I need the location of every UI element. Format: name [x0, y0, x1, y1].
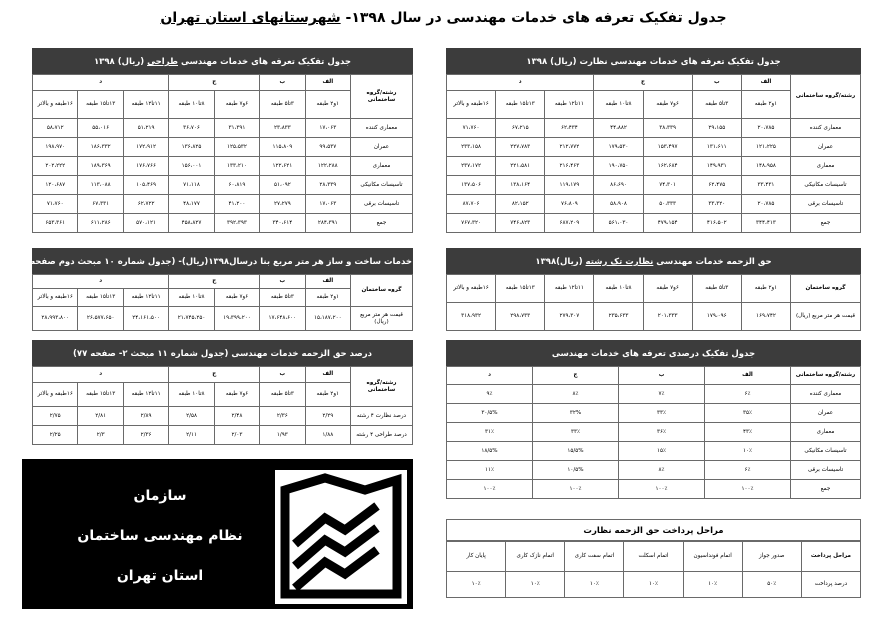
- fee-cell: ۱۱۵،۸۰۹: [260, 138, 305, 157]
- single-title-a: حق الزحمه خدمات مهندسی: [653, 257, 772, 267]
- percent-cell: ۳۳٪: [619, 404, 705, 423]
- payment-cell: ۵۰٪: [742, 572, 801, 598]
- table-row: [447, 214, 861, 233]
- cost-cell: ۲۴،۱۶۱،۵۰۰: [123, 307, 168, 331]
- fee-cell: ۶۵۳،۳۶۱: [33, 214, 78, 233]
- fee-cell: ۱۶۲،۶۸۴: [643, 157, 692, 176]
- table-row: [33, 176, 413, 195]
- floors-header: ۱۳تا۱۵ طبقه: [496, 275, 545, 303]
- fee-cell: ۲۸،۳۳۹: [305, 176, 350, 195]
- floors-header: ۶و۷ طبقه: [643, 91, 692, 119]
- row-label: تاسیسات مکانیکی: [791, 176, 861, 195]
- fee-cell: ۱۱۹،۱۷۹: [545, 176, 594, 195]
- row-label: معماری کننده: [351, 119, 413, 138]
- fee-cell: ۳۱۸،۹۳۲: [447, 303, 496, 331]
- fee-cell: ۶۷،۲۱۵: [496, 119, 545, 138]
- floors-header: ۱۶طبقه و بالاتر: [33, 289, 78, 307]
- fee-cell: ۱۹۸،۹۷۰: [33, 138, 78, 157]
- fee-cell: ۴۷۹،۱۵۴: [643, 214, 692, 233]
- fee-percentage-table: [32, 340, 413, 445]
- fee-cell: ۷۶۷،۳۲۰: [447, 214, 496, 233]
- percent-cell: ۶٪: [705, 461, 791, 480]
- fee-cell: ۲۰۲،۲۲۲: [33, 157, 78, 176]
- fee-cell: ۱۹۰،۷۵۰: [594, 157, 643, 176]
- payment-cell: ۱۰٪: [565, 572, 624, 598]
- single-table-title: [446, 248, 861, 274]
- table-row: [447, 119, 861, 138]
- design-fee-table: [32, 48, 413, 233]
- fee-cell: ۱۲۰،۶۸۷: [33, 176, 78, 195]
- floors-header: ۶و۷ طبقه: [643, 275, 692, 303]
- floors-header: ۱۶طبقه و بالاتر: [33, 91, 78, 119]
- fee-cell: ۲۷۹،۳۰۷: [545, 303, 594, 331]
- floors-header: ۱۱تا۱۲ طبقه: [123, 383, 168, 407]
- percent-cell: ۳۱٪: [447, 423, 533, 442]
- floors-header: ۱۶طبقه و بالاتر: [33, 383, 78, 407]
- row-label: معماری: [791, 157, 861, 176]
- fee-cell: ۴۱،۲۰۰: [214, 195, 259, 214]
- percent-cell: ۲/۸۱: [78, 407, 123, 426]
- fee-cell: ۱۷۲،۹۱۲: [123, 138, 168, 157]
- fee-cell: ۱۶۹،۷۴۲: [741, 303, 790, 331]
- fee-cell: ۱۸۶،۳۳۲: [78, 138, 123, 157]
- floors-header: ۱۶طبقه و بالاتر: [447, 91, 496, 119]
- fee-cell: ۶۸۷،۲۰۹: [545, 214, 594, 233]
- design-title-a: جدول تفکیک تعرفه های خدمات مهندسی: [178, 57, 352, 67]
- fee-cell: ۵۸،۹۰۸: [594, 195, 643, 214]
- cost-cell: ۱۹،۳۹۹،۲۰۰: [214, 307, 259, 331]
- fee-cell: ۱۵۶،۰۰۱: [169, 157, 214, 176]
- row-label: جمع: [351, 214, 413, 233]
- split-table-title: جدول تفکیک درصدی تعرفه های خدمات مهندسی: [446, 340, 861, 366]
- payment-grid: [446, 541, 861, 598]
- floors-header: ۱۱تا۱۲ طبقه: [545, 275, 594, 303]
- fee-cell: ۱۷،۰۶۳: [305, 195, 350, 214]
- payment-header: مراحل پرداخت: [801, 542, 860, 572]
- row-label: عمران: [791, 404, 861, 423]
- construction-table-title: خدمات ساخت و ساز هر متر مربع بنا درسال۱۳۹۸(ریال)- (جدول شماره ۱۰ مبحث دوم صفحه ۷۵): [32, 248, 413, 274]
- percent-cell: ۳۳٪: [533, 423, 619, 442]
- fee-cell: ۲۹،۱۵۵: [692, 119, 741, 138]
- fee-cell: ۵۶۱،۰۳۰: [594, 214, 643, 233]
- percent-cell: ۴۳٪: [705, 423, 791, 442]
- row-label: قیمت هر متر مربع (ریال): [791, 303, 861, 331]
- fee-cell: ۳۳،۳۲۰: [692, 195, 741, 214]
- floors-header: ۸تا۱۰ طبقه: [169, 289, 214, 307]
- percent-cell: ۲/۴۸: [214, 407, 259, 426]
- organization-logo-box: [22, 459, 413, 609]
- table-row: [33, 426, 413, 445]
- table-row: [447, 480, 861, 499]
- cost-cell: ۲۱،۷۴۵،۲۵۰: [169, 307, 214, 331]
- table-row: [447, 157, 861, 176]
- fee-cell: ۷۱،۱۱۸: [169, 176, 214, 195]
- row-label: درصد پرداخت: [801, 572, 860, 598]
- class-b-header: ب: [260, 275, 305, 289]
- percent-cell: ۱۱٪: [447, 461, 533, 480]
- design-grid: [32, 74, 413, 233]
- class-b-header: ب: [692, 75, 741, 91]
- fee-cell: ۶۲،۴۳۴: [545, 119, 594, 138]
- floors-header: ۱و۲ طبقه: [741, 91, 790, 119]
- payment-header: پایان کار: [447, 542, 506, 572]
- fee-cell: ۸۲،۱۵۲: [496, 195, 545, 214]
- org-name-line2: نظام مهندسی ساختمان: [77, 528, 243, 544]
- floors-header: ۱۶طبقه و بالاتر: [447, 275, 496, 303]
- percent-table-title: درصد حق الزحمه خدمات مهندسی (جدول شماره ۱۱ مبحث ۲- صفحه ۷۷): [32, 340, 413, 366]
- group-header: گروه ساختمان: [351, 275, 413, 307]
- class-b-header: ب: [260, 367, 305, 383]
- cost-cell: ۱۷،۶۴۸،۶۰۰: [260, 307, 305, 331]
- table-row: [447, 461, 861, 480]
- row-label: جمع: [791, 214, 861, 233]
- percent-cell: ۲/۵۸: [169, 407, 214, 426]
- row-label: درصد طراحی ۴ رشته: [351, 426, 413, 445]
- percent-cell: ۸٪: [619, 461, 705, 480]
- page-title-region: شهرستانهای استان تهران: [160, 10, 341, 26]
- fee-cell: ۱۰۵،۴۶۹: [123, 176, 168, 195]
- single-grid: [446, 274, 861, 331]
- group-header: رشته/گروه ساختمانی: [791, 367, 861, 385]
- fee-cell: ۲۳۵،۶۳۳: [594, 303, 643, 331]
- fee-cell: ۱۸۹،۳۶۹: [78, 157, 123, 176]
- class-d-header: د: [447, 75, 594, 91]
- row-label: تاسیسات مکانیکی: [791, 442, 861, 461]
- row-label: معماری: [351, 157, 413, 176]
- table-row: [33, 157, 413, 176]
- floors-header: ۱و۲ طبقه: [305, 383, 350, 407]
- payment-cell: ۱۰٪: [506, 572, 565, 598]
- fee-cell: ۲۹۸،۷۳۳: [496, 303, 545, 331]
- row-label: معماری کننده: [791, 385, 861, 404]
- fee-cell: ۳۴۴،۴۱۳: [741, 214, 790, 233]
- fee-cell: ۲۸۴،۳۹۱: [305, 214, 350, 233]
- class-b-header: ب: [619, 367, 705, 385]
- class-d-header: د: [33, 75, 169, 91]
- fee-cell: ۲۷،۲۷۹: [260, 195, 305, 214]
- organization-name: [55, 462, 265, 612]
- class-a-header: الف: [741, 75, 790, 91]
- percent-grid: [32, 366, 413, 445]
- fee-cell: ۹۹،۵۳۷: [305, 138, 350, 157]
- class-c-header: ج: [169, 367, 260, 383]
- fee-cell: ۱۴۹،۹۳۱: [692, 157, 741, 176]
- supervision-table-title: جدول تفکیک تعرفه های خدمات مهندسی نظارت (ریال) ۱۳۹۸: [446, 48, 861, 74]
- percent-cell: ۲/۲۹: [305, 407, 350, 426]
- fee-cell: ۲۰،۷۸۵: [741, 119, 790, 138]
- percent-cell: ۱۸/۵%: [447, 442, 533, 461]
- fee-cell: ۱۳۷،۵۰۶: [447, 176, 496, 195]
- fee-cell: ۱۷۶،۷۶۶: [123, 157, 168, 176]
- percent-cell: ۲/۰۳: [214, 426, 259, 445]
- percent-cell: ۱۵٪: [619, 442, 705, 461]
- construction-grid: [32, 274, 413, 331]
- group-header: رشته/گروه ساختمانی: [351, 367, 413, 407]
- floors-header: ۱۳تا۱۵ طبقه: [78, 289, 123, 307]
- percent-cell: ۹٪: [447, 385, 533, 404]
- table-row: [447, 442, 861, 461]
- discipline-split-table: [446, 340, 861, 499]
- class-c-header: ج: [169, 75, 260, 91]
- fee-cell: ۱۱۳،۰۸۸: [78, 176, 123, 195]
- fee-cell: ۴۵۸،۸۲۷: [169, 214, 214, 233]
- single-title-c: (ریال)۱۳۹۸: [535, 257, 586, 267]
- fee-cell: ۱۷۹،۰۹۶: [692, 303, 741, 331]
- fee-cell: ۱۵۳،۴۹۷: [643, 138, 692, 157]
- fee-cell: ۱۲۵،۵۳۲: [214, 138, 259, 157]
- fee-cell: ۵۰،۳۳۳: [643, 195, 692, 214]
- class-d-header: د: [33, 275, 169, 289]
- table-row: [447, 385, 861, 404]
- fee-cell: ۱۲۱،۲۲۵: [741, 138, 790, 157]
- percent-cell: ۱۰۰٪: [533, 480, 619, 499]
- fee-cell: ۲۲۱،۵۸۱: [496, 157, 545, 176]
- percent-cell: ۱/۹۳: [260, 426, 305, 445]
- floors-header: ۸تا۱۰ طبقه: [169, 91, 214, 119]
- floors-header: ۳تا۵ طبقه: [260, 289, 305, 307]
- row-label: تاسیسات برقی: [791, 461, 861, 480]
- fee-cell: ۳۸،۳۳۹: [643, 119, 692, 138]
- supervision-grid: [446, 74, 861, 233]
- fee-cell: ۳۶،۷۰۶: [169, 119, 214, 138]
- class-d-header: د: [447, 367, 533, 385]
- table-row: [447, 404, 861, 423]
- table-row: [33, 214, 413, 233]
- percent-cell: ۲/۳: [78, 426, 123, 445]
- floors-header: ۱۳تا۱۵ طبقه: [496, 91, 545, 119]
- fee-cell: ۸۶،۶۹۰: [594, 176, 643, 195]
- group-header: رشته/گروه ساختمانی: [791, 75, 861, 119]
- fee-cell: ۴۸،۱۷۷: [169, 195, 214, 214]
- fee-cell: ۲۰۱،۳۳۳: [643, 303, 692, 331]
- group-header: رشته/گروه ساختمانی: [351, 75, 413, 119]
- floors-header: ۱۱تا۱۲ طبقه: [545, 91, 594, 119]
- fee-cell: ۴۱۶،۵۰۲: [692, 214, 741, 233]
- percent-cell: ۱/۸۸: [305, 426, 350, 445]
- fee-cell: ۳۹۲،۳۹۳: [214, 214, 259, 233]
- fee-cell: ۶۲،۴۷۵: [692, 176, 741, 195]
- table-row: [33, 307, 413, 331]
- design-table-title: [32, 48, 413, 74]
- floors-header: ۸تا۱۰ طبقه: [594, 275, 643, 303]
- table-row: [447, 572, 861, 598]
- percent-cell: ۲/۲۵: [33, 426, 78, 445]
- percent-cell: ۷٪: [619, 385, 705, 404]
- table-row: [447, 303, 861, 331]
- table-row: [447, 138, 861, 157]
- payment-header: اتمام نازک کاری: [506, 542, 565, 572]
- payment-header: اتمام سفت کاری: [565, 542, 624, 572]
- fee-cell: ۵۷۰،۱۲۱: [123, 214, 168, 233]
- cost-cell: ۲۶،۵۷۷،۶۵۰: [78, 307, 123, 331]
- percent-cell: ۱۰۰٪: [619, 480, 705, 499]
- class-b-header: ب: [260, 75, 305, 91]
- page-title-main: جدول تفکیک تعرفه های خدمات مهندسی در سال ۱۳۹۸-: [340, 10, 727, 26]
- fee-cell: ۷۶،۸۰۹: [545, 195, 594, 214]
- payment-cell: ۱۰٪: [447, 572, 506, 598]
- table-row: [33, 138, 413, 157]
- class-a-header: الف: [305, 75, 350, 91]
- floors-header: ۱۳تا۱۵ طبقه: [78, 91, 123, 119]
- fee-cell: ۷۱،۷۶۰: [447, 119, 496, 138]
- percent-cell: ۲/۸۹: [123, 407, 168, 426]
- table-row: [447, 195, 861, 214]
- floors-header: ۳تا۵ طبقه: [260, 383, 305, 407]
- row-label: عمران: [791, 138, 861, 157]
- split-grid: [446, 366, 861, 499]
- row-label: درصد نظارت ۴ رشته: [351, 407, 413, 426]
- design-title-b: طراحی: [147, 57, 179, 67]
- fee-cell: ۱۳۱،۶۱۱: [692, 138, 741, 157]
- fee-cell: ۷۱،۷۶۰: [33, 195, 78, 214]
- payment-table-title: مراحل پرداخت حق الزحمه نظارت: [446, 519, 861, 541]
- row-label: تاسیسات مکانیکی: [351, 176, 413, 195]
- cost-cell: ۲۸،۹۹۳،۸۰۰: [33, 307, 78, 331]
- floors-header: ۳تا۵ طبقه: [692, 275, 741, 303]
- class-d-header: د: [33, 367, 169, 383]
- fee-cell: ۶۱۱،۲۸۶: [78, 214, 123, 233]
- class-c-header: ج: [169, 275, 260, 289]
- fee-cell: ۵۱،۲۱۹: [123, 119, 168, 138]
- fee-cell: ۷۴۶،۸۲۳: [496, 214, 545, 233]
- floors-header: ۱۳تا۱۵ طبقه: [78, 383, 123, 407]
- row-label: معماری: [791, 423, 861, 442]
- floors-header: ۳تا۵ طبقه: [692, 91, 741, 119]
- percent-cell: ۲/۱۱: [169, 426, 214, 445]
- fee-cell: ۱۷۹،۵۳۰: [594, 138, 643, 157]
- payment-cell: ۱۰٪: [683, 572, 742, 598]
- cost-cell: ۱۵،۱۸۷،۲۰۰: [305, 307, 350, 331]
- table-row: [447, 176, 861, 195]
- fee-cell: ۵۵،۰۱۶: [78, 119, 123, 138]
- fee-cell: ۴۴،۸۸۲: [594, 119, 643, 138]
- row-label: عمران: [351, 138, 413, 157]
- percent-cell: ۱۰/۵%: [533, 461, 619, 480]
- payment-header: صدور جواز: [742, 542, 801, 572]
- fee-cell: ۷۴،۳۰۱: [643, 176, 692, 195]
- percent-cell: ۲/۳۶: [123, 426, 168, 445]
- class-a-header: الف: [305, 367, 350, 383]
- fee-cell: ۸۷،۷۰۶: [447, 195, 496, 214]
- floors-header: ۶و۷ طبقه: [214, 289, 259, 307]
- fee-cell: ۶۷،۳۳۱: [78, 195, 123, 214]
- floors-header: ۸تا۱۰ طبقه: [169, 383, 214, 407]
- fee-cell: ۲۳۷،۱۷۲: [447, 157, 496, 176]
- percent-cell: ۱۰٪: [705, 442, 791, 461]
- single-title-b: نظارت تک رشته: [585, 257, 654, 267]
- row-label: جمع: [791, 480, 861, 499]
- row-label: معماری کننده: [791, 119, 861, 138]
- floors-header: ۱و۲ طبقه: [741, 275, 790, 303]
- fee-cell: ۱۳۶،۸۲۵: [169, 138, 214, 157]
- payment-stages-table: [446, 519, 861, 598]
- fee-cell: ۲۳،۸۳۳: [260, 119, 305, 138]
- percent-cell: ۱۰۰٪: [705, 480, 791, 499]
- table-row: [33, 195, 413, 214]
- percent-cell: ۲/۳۶: [260, 407, 305, 426]
- fee-cell: ۶۲،۷۲۲: [123, 195, 168, 214]
- fee-cell: ۳۳،۴۳۱: [741, 176, 790, 195]
- percent-cell: ۶٪: [705, 385, 791, 404]
- table-row: [447, 423, 861, 442]
- fee-cell: ۲۱۶،۴۶۳: [545, 157, 594, 176]
- percent-cell: ۳۵٪: [705, 404, 791, 423]
- percent-cell: ۱۰۰٪: [447, 480, 533, 499]
- fee-cell: ۱۲۲،۲۸۸: [305, 157, 350, 176]
- floors-header: ۱۱تا۱۲ طبقه: [123, 289, 168, 307]
- floors-header: ۶و۷ طبقه: [214, 91, 259, 119]
- organization-emblem-icon: [275, 470, 407, 604]
- fee-cell: ۱۳۳،۲۱۰: [214, 157, 259, 176]
- fee-cell: ۱۲۲،۶۲۱: [260, 157, 305, 176]
- table-row: [33, 119, 413, 138]
- org-name-line1: سازمان: [133, 488, 187, 504]
- percent-cell: ۳۰/۵%: [447, 404, 533, 423]
- org-name-line3: استان تهران: [116, 568, 204, 584]
- fee-cell: ۱۴۸،۹۵۸: [741, 157, 790, 176]
- floors-header: ۳تا۵ طبقه: [260, 91, 305, 119]
- fee-cell: ۶۰،۸۱۹: [214, 176, 259, 195]
- class-a-header: الف: [705, 367, 791, 385]
- floors-header: ۶و۷ طبقه: [214, 383, 259, 407]
- fee-cell: ۲۱۲،۷۷۲: [545, 138, 594, 157]
- floors-header: ۱۱تا۱۲ طبقه: [123, 91, 168, 119]
- payment-header: اتمام اسکلت: [624, 542, 683, 572]
- class-c-header: ج: [594, 75, 692, 91]
- payment-cell: ۱۰٪: [624, 572, 683, 598]
- table-row: [33, 407, 413, 426]
- floors-header: ۱و۲ طبقه: [305, 289, 350, 307]
- single-discipline-table: [446, 248, 861, 331]
- fee-cell: ۵۱،۰۹۲: [260, 176, 305, 195]
- supervision-fee-table: [446, 48, 861, 233]
- fee-cell: ۲۳۳،۱۵۸: [447, 138, 496, 157]
- fee-cell: ۱۳۸،۱۶۴: [496, 176, 545, 195]
- class-c-header: ج: [533, 367, 619, 385]
- row-label: تاسیسات برقی: [351, 195, 413, 214]
- percent-cell: ۱۵/۵%: [533, 442, 619, 461]
- payment-header: اتمام فونداسیون: [683, 542, 742, 572]
- row-label: تاسیسات برقی: [791, 195, 861, 214]
- percent-cell: ۳۲%: [533, 404, 619, 423]
- fee-cell: ۳۴۰،۶۱۴: [260, 214, 305, 233]
- fee-cell: ۳۱،۳۹۱: [214, 119, 259, 138]
- fee-cell: ۱۷،۰۶۳: [305, 119, 350, 138]
- percent-cell: ۳۶٪: [619, 423, 705, 442]
- floors-header: ۱و۲ طبقه: [305, 91, 350, 119]
- floors-header: ۸تا۱۰ طبقه: [594, 91, 643, 119]
- page-title: [0, 10, 887, 26]
- fee-cell: ۵۸،۷۱۲: [33, 119, 78, 138]
- construction-cost-table: [12, 248, 413, 331]
- group-header: گروه ساختمان: [791, 275, 861, 303]
- percent-cell: ۸٪: [533, 385, 619, 404]
- fee-cell: ۲۰،۷۸۵: [741, 195, 790, 214]
- design-title-c: (ریال) ۱۳۹۸: [93, 57, 148, 67]
- class-a-header: الف: [305, 275, 350, 289]
- row-label: قیمت هر متر مربع (ریال): [351, 307, 413, 331]
- percent-cell: ۲/۷۵: [33, 407, 78, 426]
- fee-cell: ۲۲۷،۷۸۳: [496, 138, 545, 157]
